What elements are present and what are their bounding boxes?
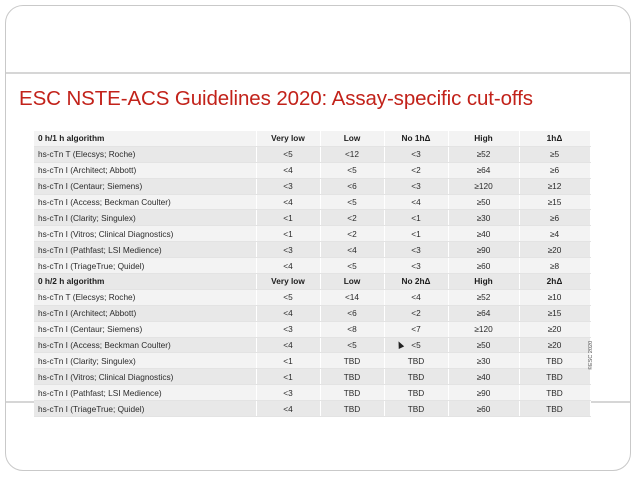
cutoff-value-cell: <1: [256, 353, 320, 369]
cutoff-value-cell: ≥60: [448, 401, 519, 417]
cutoff-value-cell: <6: [320, 305, 384, 321]
column-header: 2hΔ: [519, 274, 590, 290]
cutoff-value-cell: <4: [256, 162, 320, 178]
cutoff-value-cell: <4: [256, 194, 320, 210]
cutoff-value-cell: TBD: [384, 369, 448, 385]
column-header: High: [448, 274, 519, 290]
cutoff-value-cell: <2: [320, 210, 384, 226]
cutoff-value-cell: TBD: [519, 369, 590, 385]
cutoff-value-cell: ≥20: [519, 337, 590, 353]
cutoff-value-cell: <3: [384, 178, 448, 194]
cutoff-value-cell: <3: [384, 242, 448, 258]
cutoff-value-cell: TBD: [320, 369, 384, 385]
slide-title: ESC NSTE-ACS Guidelines 2020: Assay-specific cut-offs: [19, 87, 533, 110]
cutoff-value-cell: <8: [320, 321, 384, 337]
column-header: Low: [320, 131, 384, 146]
assay-name-cell: hs-cTn T (Elecsys; Roche): [34, 289, 256, 305]
assay-name-cell: hs-cTn I (Architect; Abbott): [34, 162, 256, 178]
cutoff-value-cell: ≥8: [519, 258, 590, 274]
cutoff-value-cell: <1: [384, 210, 448, 226]
cutoff-value-cell: <1: [384, 226, 448, 242]
cutoff-value-cell: <5: [320, 337, 384, 353]
assay-name-cell: hs-cTn I (TriageTrue; Quidel): [34, 258, 256, 274]
cutoff-value-cell: TBD: [519, 385, 590, 401]
assay-name-cell: hs-cTn I (Vitros; Clinical Diagnostics): [34, 369, 256, 385]
cutoff-value-cell: ≥6: [519, 210, 590, 226]
assay-name-cell: hs-cTn I (Pathfast; LSI Medience): [34, 385, 256, 401]
cutoff-value-cell: <3: [256, 321, 320, 337]
assay-name-cell: hs-cTn I (Access; Beckman Coulter): [34, 337, 256, 353]
cutoff-value-cell: ≥64: [448, 305, 519, 321]
assay-name-cell: hs-cTn I (Architect; Abbott): [34, 305, 256, 321]
table-row: [34, 178, 590, 194]
cutoff-value-cell: ≥30: [448, 210, 519, 226]
cutoff-value-cell: <4: [256, 337, 320, 353]
cutoff-value-cell: <14: [320, 289, 384, 305]
cutoff-value-cell: TBD: [384, 401, 448, 417]
table-row: [34, 385, 590, 401]
cutoff-value-cell: <3: [384, 258, 448, 274]
cutoff-value-cell: TBD: [384, 353, 448, 369]
table-row: [34, 401, 590, 417]
cutoff-value-cell: <3: [256, 178, 320, 194]
column-header: Very low: [256, 131, 320, 146]
column-header: No 2hΔ: [384, 274, 448, 290]
cutoff-value-cell: <12: [320, 146, 384, 162]
cutoff-value-cell: TBD: [384, 385, 448, 401]
cutoff-value-cell: ≥90: [448, 242, 519, 258]
table-row: [34, 242, 590, 258]
cutoff-value-cell: ≥6: [519, 162, 590, 178]
cutoff-value-cell: <1: [256, 369, 320, 385]
table-row: [34, 321, 590, 337]
algorithm-header-row: [34, 274, 590, 290]
assay-name-cell: hs-cTn T (Elecsys; Roche): [34, 146, 256, 162]
cutoff-value-cell: ≥30: [448, 353, 519, 369]
cutoff-value-cell: ≥64: [448, 162, 519, 178]
cutoff-value-cell: ≥120: [448, 321, 519, 337]
cutoff-table: [34, 131, 591, 417]
table-row: [34, 210, 590, 226]
algorithm-header-row: [34, 131, 590, 146]
column-header: 0 h/2 h algorithm: [34, 274, 256, 290]
cutoff-value-cell: ≥50: [448, 337, 519, 353]
cutoff-value-cell: ≥50: [448, 194, 519, 210]
cutoff-value-cell: ≥52: [448, 289, 519, 305]
cutoff-value-cell: <5: [256, 146, 320, 162]
table-row: [34, 258, 590, 274]
cutoff-value-cell: TBD: [519, 401, 590, 417]
cutoff-value-cell: <4: [384, 194, 448, 210]
assay-name-cell: hs-cTn I (Vitros; Clinical Diagnostics): [34, 226, 256, 242]
column-header: 1hΔ: [519, 131, 590, 146]
table-row: [34, 337, 590, 353]
cutoff-value-cell: ≥20: [519, 242, 590, 258]
cutoff-value-cell: <4: [384, 289, 448, 305]
table-row: [34, 369, 590, 385]
cutoff-value-cell: <5: [320, 194, 384, 210]
cutoff-value-cell: <5: [256, 289, 320, 305]
cutoff-value-cell: <5: [320, 258, 384, 274]
cutoff-value-cell: ≥40: [448, 369, 519, 385]
copyright-note: ©ESC 2020: [588, 340, 594, 370]
cutoff-value-cell: ≥60: [448, 258, 519, 274]
assay-name-cell: hs-cTn I (TriageTrue; Quidel): [34, 401, 256, 417]
table-row: [34, 305, 590, 321]
cutoff-value-cell: <4: [256, 305, 320, 321]
assay-name-cell: hs-cTn I (Clarity; Singulex): [34, 210, 256, 226]
cutoff-value-cell: <4: [256, 401, 320, 417]
cutoff-value-cell: <6: [320, 178, 384, 194]
cutoff-value-cell: TBD: [519, 353, 590, 369]
cutoff-value-cell: ≥20: [519, 321, 590, 337]
cutoff-value-cell: TBD: [320, 401, 384, 417]
cutoff-value-cell: <3: [256, 242, 320, 258]
cutoff-value-cell: <7: [384, 321, 448, 337]
cutoff-value-cell: <2: [320, 226, 384, 242]
table-row: [34, 162, 590, 178]
cutoff-value-cell: <4: [256, 258, 320, 274]
cutoff-value-cell: <4: [320, 242, 384, 258]
cutoff-value-cell: ≥15: [519, 194, 590, 210]
column-header: 0 h/1 h algorithm: [34, 131, 256, 146]
assay-name-cell: hs-cTn I (Centaur; Siemens): [34, 321, 256, 337]
cutoff-value-cell: <1: [256, 226, 320, 242]
assay-name-cell: hs-cTn I (Pathfast; LSI Medience): [34, 242, 256, 258]
table-row: [34, 353, 590, 369]
cutoff-value-cell: <3: [384, 146, 448, 162]
cutoff-value-cell: <1: [256, 210, 320, 226]
assay-name-cell: hs-cTn I (Access; Beckman Coulter): [34, 194, 256, 210]
cutoff-value-cell: <5: [320, 162, 384, 178]
cutoff-value-cell: ≥15: [519, 305, 590, 321]
table-row: [34, 289, 590, 305]
cutoff-value-cell: ≥90: [448, 385, 519, 401]
column-header: High: [448, 131, 519, 146]
cutoff-value-cell: ≥10: [519, 289, 590, 305]
table-row: [34, 226, 590, 242]
cutoff-value-cell: ≥52: [448, 146, 519, 162]
cutoff-value-cell: <5: [384, 337, 448, 353]
assay-name-cell: hs-cTn I (Centaur; Siemens): [34, 178, 256, 194]
column-header: Low: [320, 274, 384, 290]
cutoff-value-cell: TBD: [320, 385, 384, 401]
top-divider: [6, 72, 630, 74]
cutoff-value-cell: ≥4: [519, 226, 590, 242]
cutoff-value-cell: <2: [384, 305, 448, 321]
cutoff-value-cell: ≥5: [519, 146, 590, 162]
cutoff-value-cell: <2: [384, 162, 448, 178]
cutoff-value-cell: ≥120: [448, 178, 519, 194]
cutoff-value-cell: <3: [256, 385, 320, 401]
cutoff-value-cell: TBD: [320, 353, 384, 369]
column-header: No 1hΔ: [384, 131, 448, 146]
cutoff-value-cell: ≥12: [519, 178, 590, 194]
column-header: Very low: [256, 274, 320, 290]
assay-name-cell: hs-cTn I (Clarity; Singulex): [34, 353, 256, 369]
table-row: [34, 146, 590, 162]
cutoff-value-cell: ≥40: [448, 226, 519, 242]
table-row: [34, 194, 590, 210]
